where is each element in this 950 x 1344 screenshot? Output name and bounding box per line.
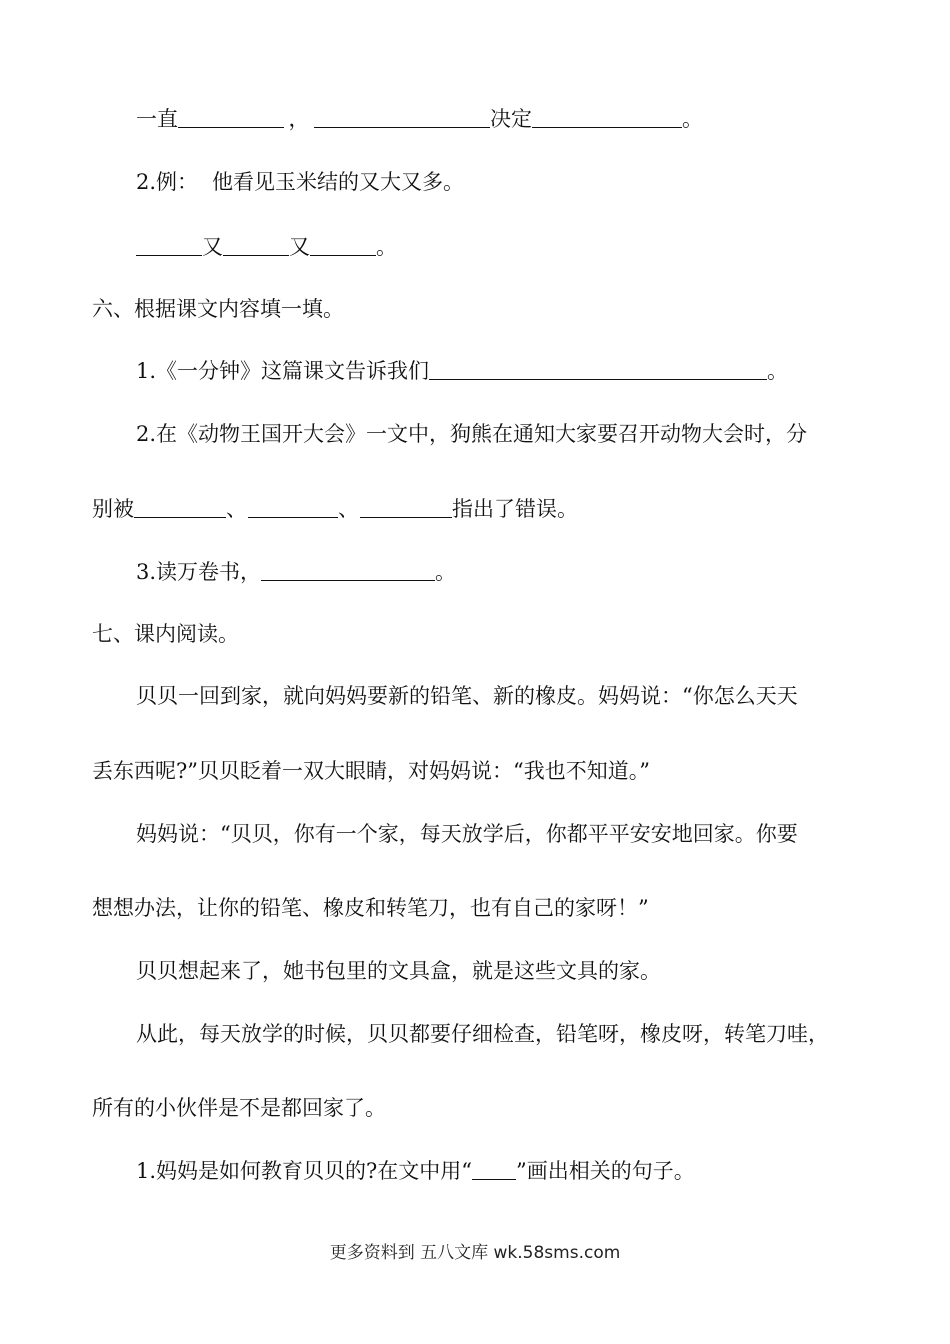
reading-p2-line2: 想想办法，让你的铅笔、橡皮和转笔刀，也有自己的家呀！” xyxy=(92,896,649,920)
blank-9[interactable] xyxy=(248,497,338,518)
blank-3[interactable] xyxy=(532,107,682,128)
blank-5[interactable] xyxy=(223,235,289,256)
example-label: 2.例： xyxy=(136,170,199,194)
blank-2[interactable] xyxy=(314,107,490,128)
blank-6[interactable] xyxy=(310,235,376,256)
s6-q2-sep-1: 、 xyxy=(226,497,247,521)
pattern-you-1: 又 xyxy=(202,235,223,259)
period: 。 xyxy=(682,107,703,131)
s6-q1-end: 。 xyxy=(767,359,789,383)
s6-q3-end: 。 xyxy=(435,560,457,584)
fill-text-yizhi: 一直 xyxy=(136,107,178,131)
blank-12[interactable] xyxy=(472,1159,516,1180)
s6-q2-sep-2: 、 xyxy=(338,497,359,521)
section-7-heading: 七、课内阅读。 xyxy=(92,622,239,646)
pattern-line xyxy=(136,232,397,262)
reading-p3-line1: 贝贝想起来了，她书包里的文具盒，就是这些文具的家。 xyxy=(136,959,661,983)
pattern-you-2: 又 xyxy=(289,235,310,259)
s6-q3-text: 3.读万卷书， xyxy=(136,560,262,584)
blank-8[interactable] xyxy=(134,497,226,518)
blank-1[interactable] xyxy=(178,107,284,128)
s6-q2-cont-b: 指出了错误。 xyxy=(452,497,578,521)
s7-q1-text: 1.妈妈是如何教育贝贝的?在文中用“ xyxy=(136,1159,473,1183)
reading-p4-line2: 所有的小伙伴是不是都回家了。 xyxy=(92,1096,386,1120)
reading-p2-line1: 妈妈说：“贝贝，你有一个家，每天放学后，你都平平安安地回家。你要 xyxy=(136,822,798,846)
s6-question-2-cont xyxy=(92,494,578,524)
fill-line-yizhi xyxy=(136,104,703,134)
s6-q2-cont-a: 别被 xyxy=(92,497,134,521)
example-line xyxy=(136,167,464,197)
s6-question-1 xyxy=(136,356,788,386)
s7-question-1 xyxy=(136,1156,695,1186)
blank-10[interactable] xyxy=(360,497,452,518)
footer-text: 更多资料到 五八文库 wk.58sms.com xyxy=(329,1243,621,1263)
blank-11[interactable] xyxy=(261,560,435,581)
comma: ， xyxy=(288,107,310,131)
section-6-heading: 六、根据课文内容填一填。 xyxy=(92,297,344,321)
blank-4[interactable] xyxy=(136,235,202,256)
s7-q1-text-end: ”画出相关的句子。 xyxy=(516,1159,695,1183)
s6-q1-text: 1.《一分钟》这篇课文告诉我们 xyxy=(136,359,430,383)
reading-p1-line1: 贝贝一回到家，就向妈妈要新的铅笔、新的橡皮。妈妈说：“你怎么天天 xyxy=(136,684,798,708)
blank-7[interactable] xyxy=(429,359,767,380)
example-text: 他看见玉米结的又大又多。 xyxy=(212,170,465,194)
reading-p1-line2: 丢东西呢?”贝贝眨着一双大眼睛，对妈妈说：“我也不知道。” xyxy=(92,759,650,783)
reading-p4-line1: 从此，每天放学的时候，贝贝都要仔细检查，铅笔呀，橡皮呀，转笔刀哇， xyxy=(136,1022,829,1046)
s6-question-2: 2.在《动物王国开大会》一文中，狗熊在通知大家要召开动物大会时，分 xyxy=(136,422,808,446)
pattern-end: 。 xyxy=(376,235,397,259)
fill-text-jueding: 决定 xyxy=(490,107,532,131)
s6-question-3 xyxy=(136,557,456,587)
